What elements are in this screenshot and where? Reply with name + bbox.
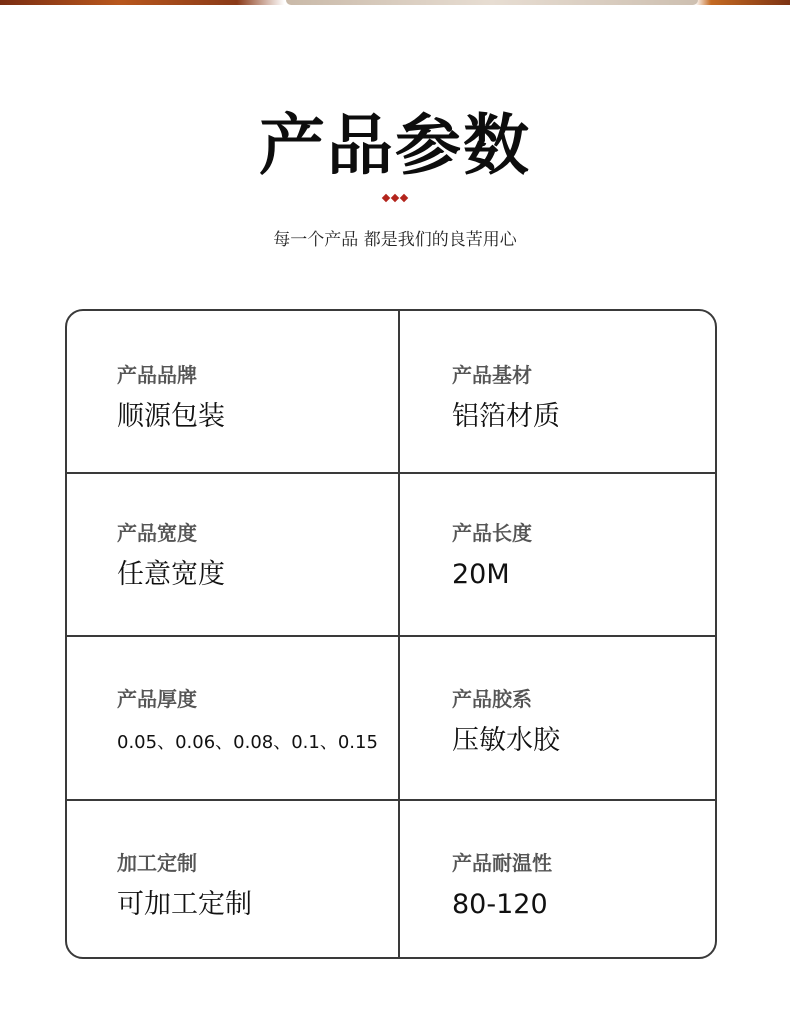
- param-value: 铝箔材质: [452, 401, 560, 432]
- param-cell-length: [452, 521, 532, 591]
- diamond-icon: [382, 194, 390, 202]
- param-value: 0.05、0.06、0.08、0.1、0.15: [117, 732, 378, 753]
- param-cell-customization: [117, 851, 252, 921]
- table-row-divider: [67, 635, 715, 637]
- param-label: 产品基材: [452, 363, 532, 387]
- param-label: 产品耐温性: [452, 851, 552, 875]
- page-title: 产品参数: [259, 107, 531, 184]
- banner-plate: [286, 0, 698, 5]
- param-cell-width: [117, 521, 225, 591]
- param-label: 产品长度: [452, 521, 532, 545]
- param-label: 加工定制: [117, 851, 197, 875]
- param-cell-material: [452, 363, 560, 433]
- diamond-icon: [391, 194, 399, 202]
- diamond-icon: [400, 194, 408, 202]
- table-row-divider: [67, 799, 715, 801]
- param-value: 任意宽度: [117, 559, 225, 590]
- param-value: 压敏水胶: [452, 725, 560, 756]
- page-subtitle: 每一个产品 都是我们的良苦用心: [273, 230, 517, 250]
- table-column-divider: [398, 311, 400, 957]
- param-value: 20M: [452, 559, 510, 590]
- table-row-divider: [67, 472, 715, 474]
- param-value: 可加工定制: [117, 889, 252, 920]
- param-cell-thickness: [117, 687, 378, 759]
- param-value: 顺源包装: [117, 401, 225, 432]
- param-label: 产品宽度: [117, 521, 197, 545]
- title-divider-diamonds: [0, 192, 790, 204]
- parameter-table: [65, 309, 717, 959]
- param-cell-brand: [117, 363, 225, 433]
- param-label: 产品胶系: [452, 687, 532, 711]
- param-cell-adhesive: [452, 687, 560, 757]
- top-banner-image-edge: [0, 0, 790, 5]
- param-label: 产品厚度: [117, 687, 197, 711]
- param-value: 80-120: [452, 889, 548, 920]
- param-label: 产品品牌: [117, 363, 197, 387]
- param-cell-temperature: [452, 851, 552, 921]
